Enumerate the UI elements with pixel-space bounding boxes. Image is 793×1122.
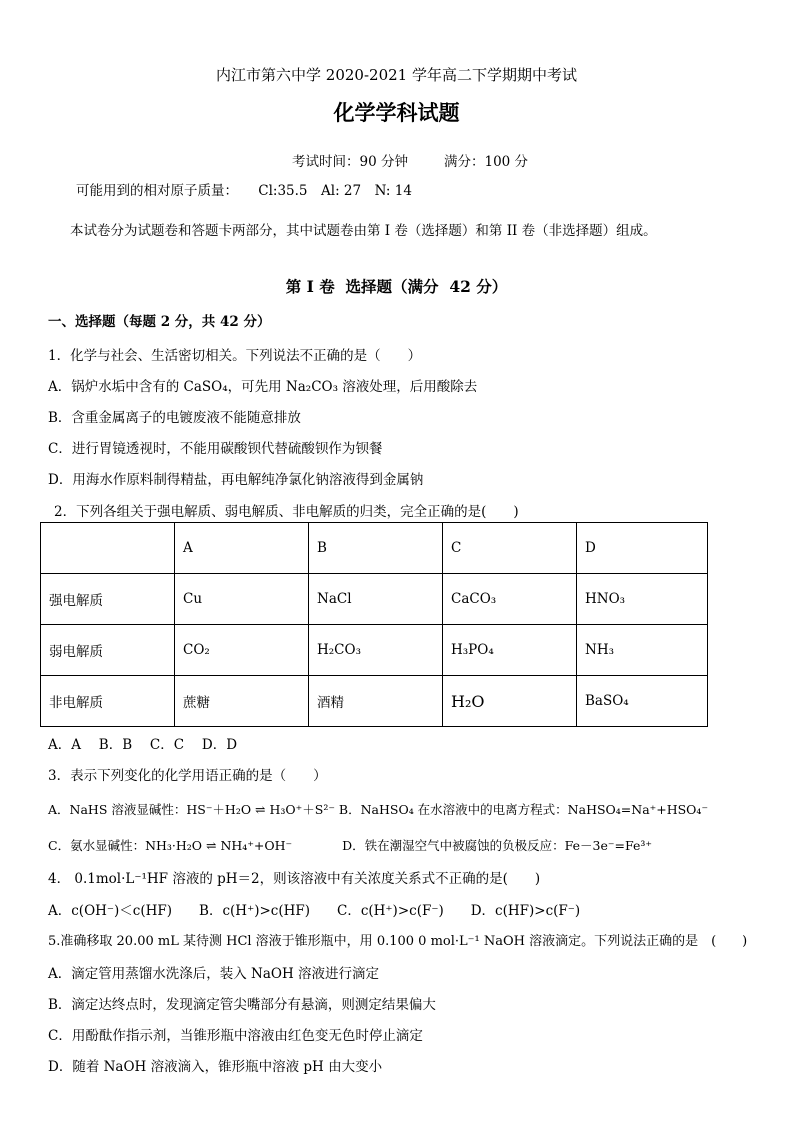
q5-option-d: D．随着 NaOH 溶液滴入，锥形瓶中溶液 pH 由大变小 bbox=[48, 1059, 383, 1075]
table-cell: H₂O bbox=[443, 676, 577, 727]
table-cell: H₂CO₃ bbox=[309, 625, 443, 676]
q4-options: A．c(OH⁻)＜c(HF) B．c(H⁺)>c(HF) C．c(H⁺)>c(F⁻) D．c(HF)>c(F⁻) bbox=[48, 903, 581, 919]
table-cell bbox=[41, 523, 175, 574]
table-row bbox=[41, 574, 708, 625]
q1-option-d: D．用海水作原料制得精盐，再电解纯净氯化钠溶液得到金属钠 bbox=[48, 472, 424, 488]
table-cell: 非电解质 bbox=[41, 676, 175, 727]
q4-stem: 4． 0.1mol·L⁻¹HF 溶液的 pH＝2，则该溶液中有关浓度关系式不正确的是( ) bbox=[48, 871, 541, 887]
table-cell: NaCl bbox=[309, 574, 443, 625]
table-cell: CaCO₃ bbox=[443, 574, 577, 625]
q5-stem: 5.准确移取 20.00 mL 某待测 HCl 溶液于锥形瓶中，用 0.100 0 mol·L⁻¹ NaOH 溶液滴定。下列说法正确的是 ( ) bbox=[48, 934, 748, 949]
electrolyte-table bbox=[40, 522, 708, 727]
table-header-cell: D bbox=[577, 523, 708, 574]
q3-options-ab: A．NaHS 溶液显碱性：HS⁻＋H₂O ⇌ H₃O⁺＋S²⁻ B．NaHSO₄ 在水溶液中的电离方程式：NaHSO₄=Na⁺+HSO₄⁻ bbox=[48, 802, 709, 817]
table-cell: HNO₃ bbox=[577, 574, 708, 625]
q3-stem: 3．表示下列变化的化学用语正确的是（ ） bbox=[48, 768, 327, 784]
table-header-cell: C bbox=[443, 523, 577, 574]
full-score: 满分：100 分 bbox=[444, 154, 529, 170]
table-cell: 弱电解质 bbox=[41, 625, 175, 676]
q1-option-c: C．进行胃镜透视时，不能用碳酸钡代替硫酸钡作为钡餐 bbox=[48, 441, 383, 457]
table-cell: 酒精 bbox=[309, 676, 443, 727]
q5-option-a: A．滴定管用蒸馏水洗涤后，装入 NaOH 溶液进行滴定 bbox=[48, 966, 380, 982]
q1-option-a: A．锅炉水垢中含有的 CaSO₄，可先用 Na₂CO₃ 溶液处理，后用酸除去 bbox=[48, 379, 478, 395]
table-header-row bbox=[41, 523, 708, 574]
table-cell: Cu bbox=[175, 574, 309, 625]
table-cell: 强电解质 bbox=[41, 574, 175, 625]
part1-title: 第 I 卷 选择题（满分 42 分） bbox=[285, 277, 508, 296]
exam-time: 考试时间：90 分钟 bbox=[292, 154, 408, 170]
subject-title: 化学学科试题 bbox=[333, 101, 460, 125]
table-header-cell: A bbox=[175, 523, 309, 574]
paper-intro: 本试卷分为试题卷和答题卡两部分，其中试题卷由第 I 卷（选择题）和第 II 卷（非选择题）组成。 bbox=[70, 223, 657, 239]
q2-stem: 2．下列各组关于强电解质、弱电解质、非电解质的归类，完全正确的是( ) bbox=[54, 504, 519, 520]
table-cell: 蔗糖 bbox=[175, 676, 309, 727]
table-row bbox=[41, 676, 708, 727]
section-title: 一、选择题（每题 2 分，共 42 分） bbox=[48, 314, 271, 330]
school-exam-title: 内江市第六中学 2020-2021 学年高二下学期期中考试 bbox=[216, 66, 577, 84]
q5-option-c: C．用酚酞作指示剂，当锥形瓶中溶液由红色变无色时停止滴定 bbox=[48, 1028, 423, 1044]
table-cell: BaSO₄ bbox=[577, 676, 708, 727]
q2-options: A．A B．B C．C D．D bbox=[48, 737, 238, 753]
table-cell: NH₃ bbox=[577, 625, 708, 676]
q1-option-b: B．含重金属离子的电镀废液不能随意排放 bbox=[48, 410, 301, 426]
atomic-masses: 可能用到的相对原子质量： Cl:35.5 Al: 27 N: 14 bbox=[76, 183, 412, 199]
q3-options-cd: C．氨水显碱性：NH₃·H₂O ⇌ NH₄⁺+OH⁻ D．铁在潮湿空气中被腐蚀的负极反应：Fe－3e⁻=Fe³⁺ bbox=[48, 838, 652, 853]
q5-option-b: B．滴定达终点时，发现滴定管尖嘴部分有悬滴，则测定结果偏大 bbox=[48, 997, 436, 1013]
q1-stem: 1．化学与社会、生活密切相关。下列说法不正确的是（ ） bbox=[48, 348, 422, 364]
table-row bbox=[41, 625, 708, 676]
table-cell: H₃PO₄ bbox=[443, 625, 577, 676]
table-header-cell: B bbox=[309, 523, 443, 574]
table-cell: CO₂ bbox=[175, 625, 309, 676]
